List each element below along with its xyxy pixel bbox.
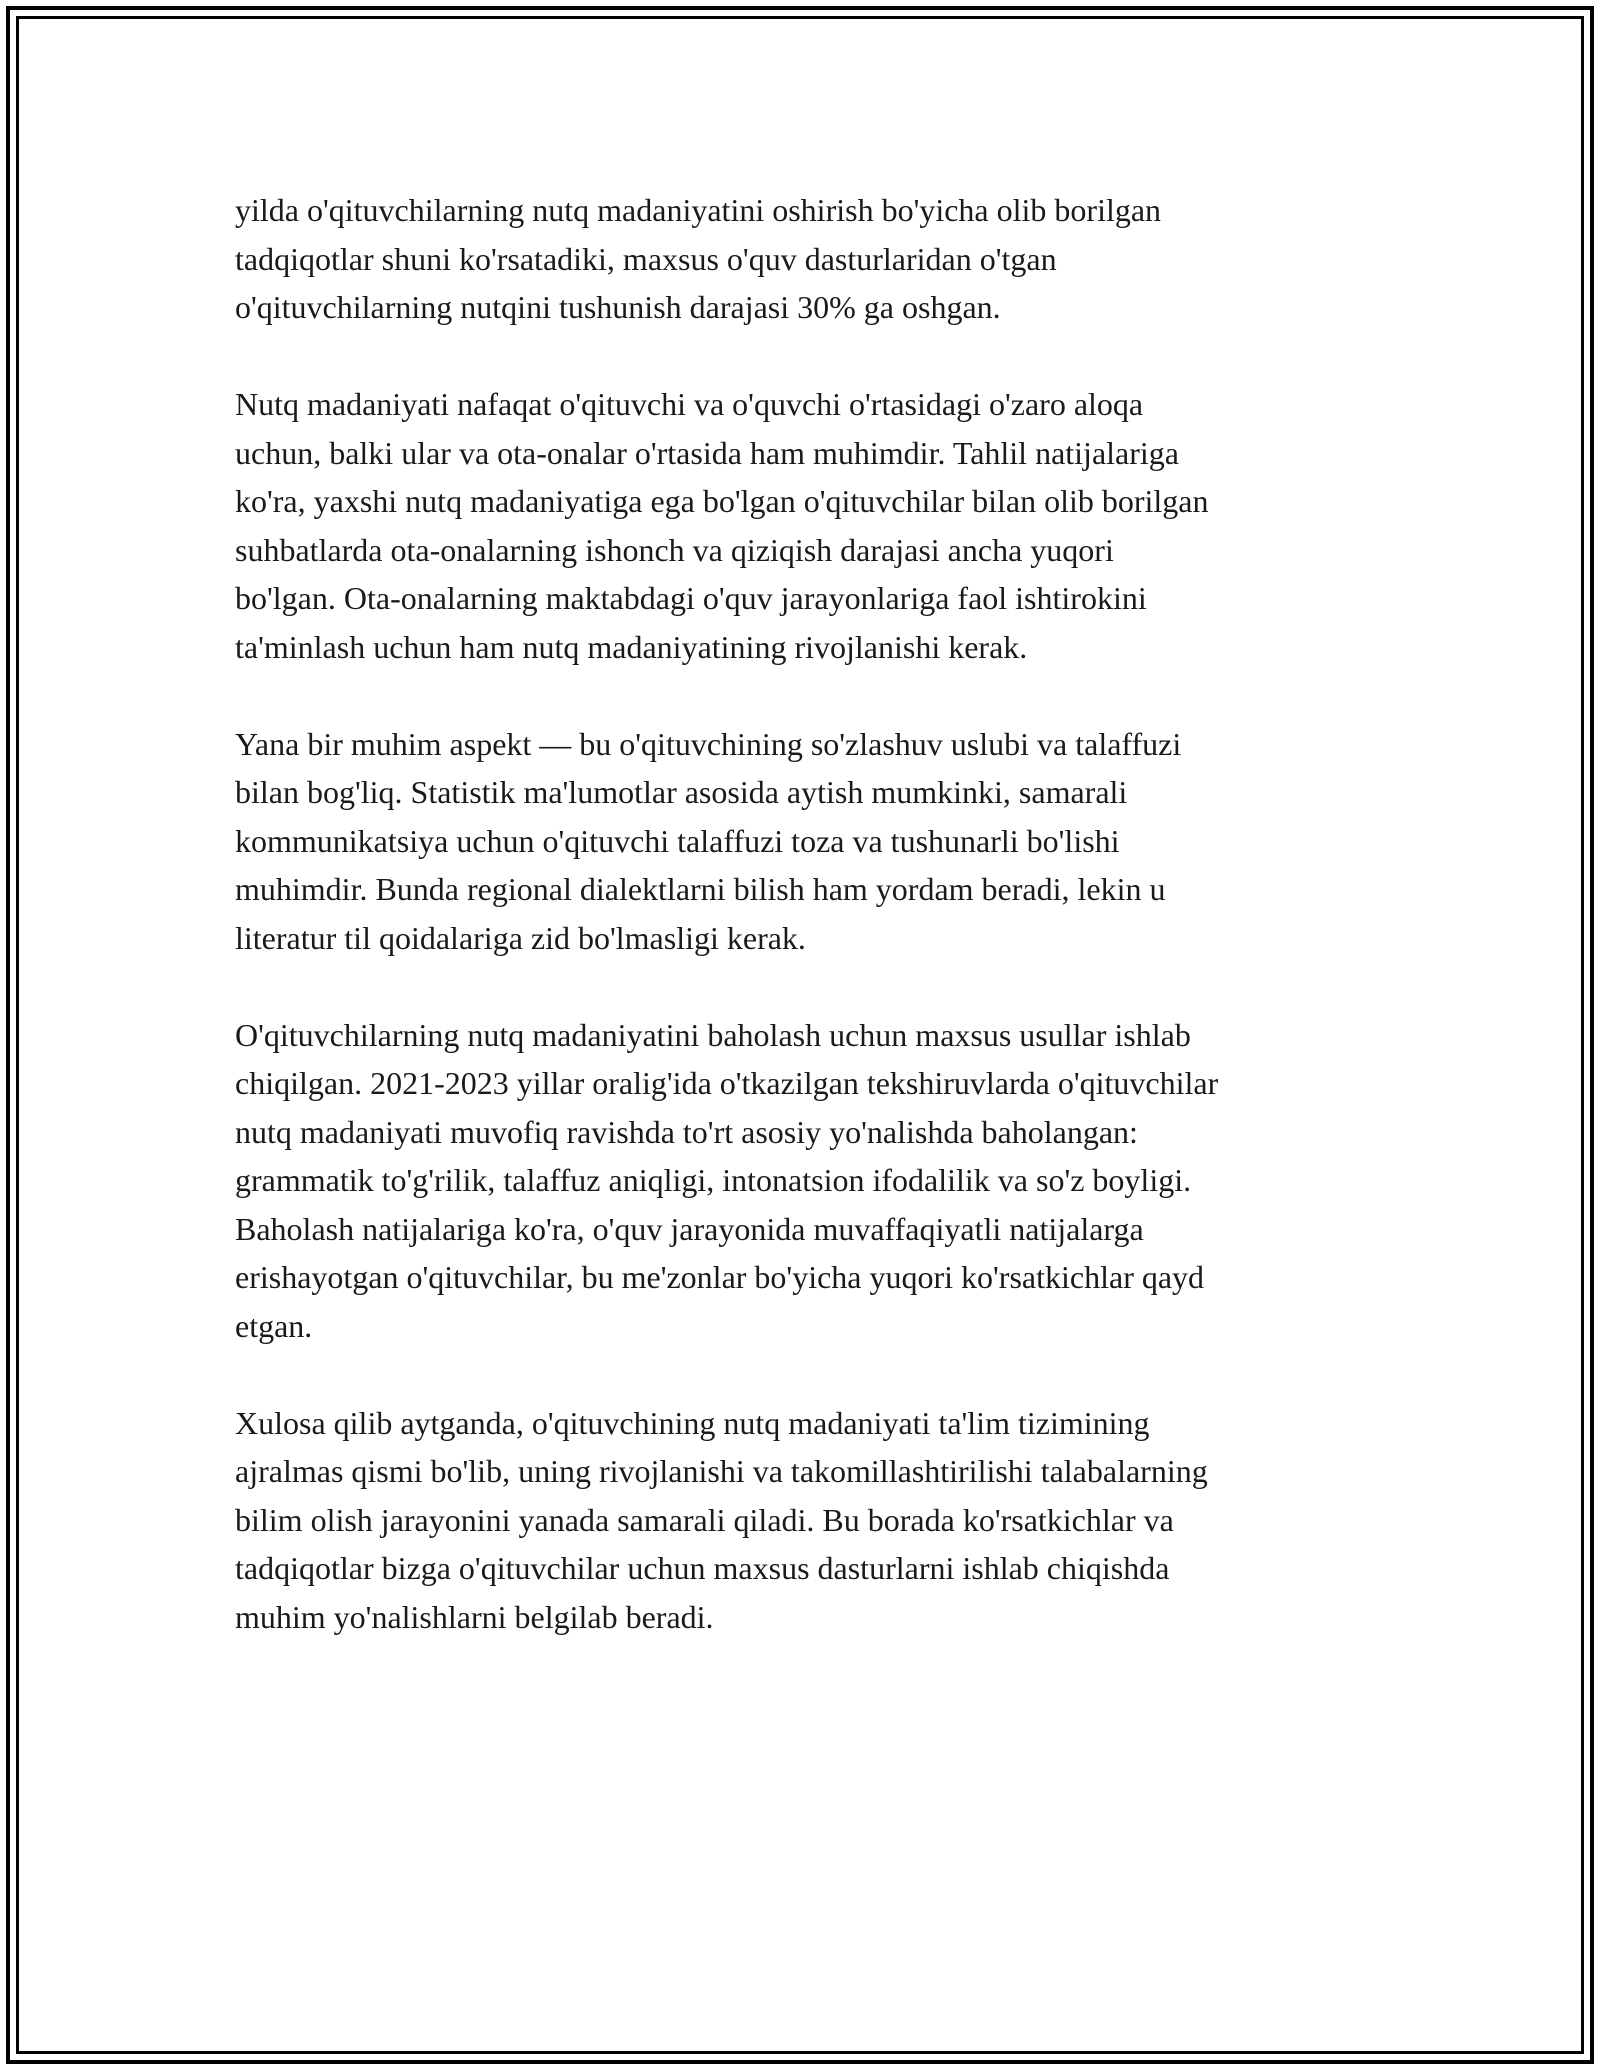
text-line: ajralmas qismi bo'lib, uning rivojlanishi va takomillashtirilishi talabalarning [235, 1453, 1208, 1489]
text-line: O'qituvchilarning nutq madaniyatini baholash uchun maxsus usullar ishlab [235, 1016, 1191, 1053]
text-line: Nutq madaniyati nafaqat o'qituvchi va o'quvchi o'rtasidagi o'zaro aloqa [235, 386, 1144, 422]
text-line: chiqilgan. 2021-2023 yillar oralig'ida o'tkazilgan tekshiruvlarda o'qituvchilar [235, 1065, 1219, 1101]
paragraph-5 [235, 1399, 1375, 1642]
text-line: muhim yo'nalishlarni belgilab beradi. [235, 1598, 714, 1635]
text-line: yilda o'qituvchilarning nutq madaniyatini oshirish bo'yicha olib borilgan [235, 192, 1162, 228]
text-line: Baholash natijalariga ko'ra, o'quv jarayonida muvaffaqiyatli natijalarga [235, 1210, 1144, 1247]
text-line: grammatik to'g'rilik, talaffuz aniqligi, intonatsion ifodalilik va so'z boyligi. [235, 1162, 1192, 1198]
text-line: erishayotgan o'qituvchilar, bu me'zonlar bo'yicha yuqori ko'rsatkichlar qayd [235, 1259, 1205, 1295]
text-line: etgan. [235, 1307, 313, 1344]
text-line: Yana bir muhim aspekt — bu o'qituvchining so'zlashuv uslubi va talaffuzi [235, 725, 1182, 762]
text-line: bilim olish jarayonini yanada samarali qiladi. Bu borada ko'rsatkichlar va [235, 1501, 1174, 1538]
document-body [235, 186, 1375, 1690]
text-line: bilan bog'liq. Statistik ma'lumotlar asosida aytish mumkinki, samarali [235, 774, 1128, 810]
text-line: o'qituvchilarning nutqini tushunish darajasi 30% ga oshgan. [235, 289, 1001, 325]
paragraph-1 [235, 186, 1375, 332]
text-line: literatur til qoidalariga zid bo'lmasligi kerak. [235, 919, 806, 956]
text-line: uchun, balki ular va ota-onalar o'rtasida ham muhimdir. Tahlil natijalariga [235, 434, 1179, 471]
text-line: muhimdir. Bunda regional dialektlarni bilish ham yordam beradi, lekin u [235, 871, 1166, 907]
paragraph-2 [235, 380, 1375, 671]
text-line: tadqiqotlar shuni ko'rsatadiki, maxsus o'quv dasturlaridan o'tgan [235, 240, 1057, 277]
paragraph-4 [235, 1011, 1375, 1351]
text-line: nutq madaniyati muvofiq ravishda to'rt asosiy yo'nalishda baholangan: [235, 1113, 1138, 1150]
text-line: ta'minlash uchun ham nutq madaniyatining rivojlanishi kerak. [235, 628, 1028, 665]
text-line: kommunikatsiya uchun o'qituvchi talaffuzi toza va tushunarli bo'lishi [235, 822, 1120, 859]
text-line: bo'lgan. Ota-onalarning maktabdagi o'quv jarayonlariga faol ishtirokini [235, 580, 1147, 616]
paragraph-3 [235, 720, 1375, 963]
text-line: ko'ra, yaxshi nutq madaniyatiga ega bo'lgan o'qituvchilar bilan olib borilgan [235, 483, 1209, 519]
text-line: tadqiqotlar bizga o'qituvchilar uchun maxsus dasturlarni ishlab chiqishda [235, 1550, 1170, 1586]
text-line: suhbatlarda ota-onalarning ishonch va qiziqish darajasi ancha yuqori [235, 531, 1114, 568]
text-line: Xulosa qilib aytganda, o'qituvchining nutq madaniyati ta'lim tizimining [235, 1404, 1150, 1441]
